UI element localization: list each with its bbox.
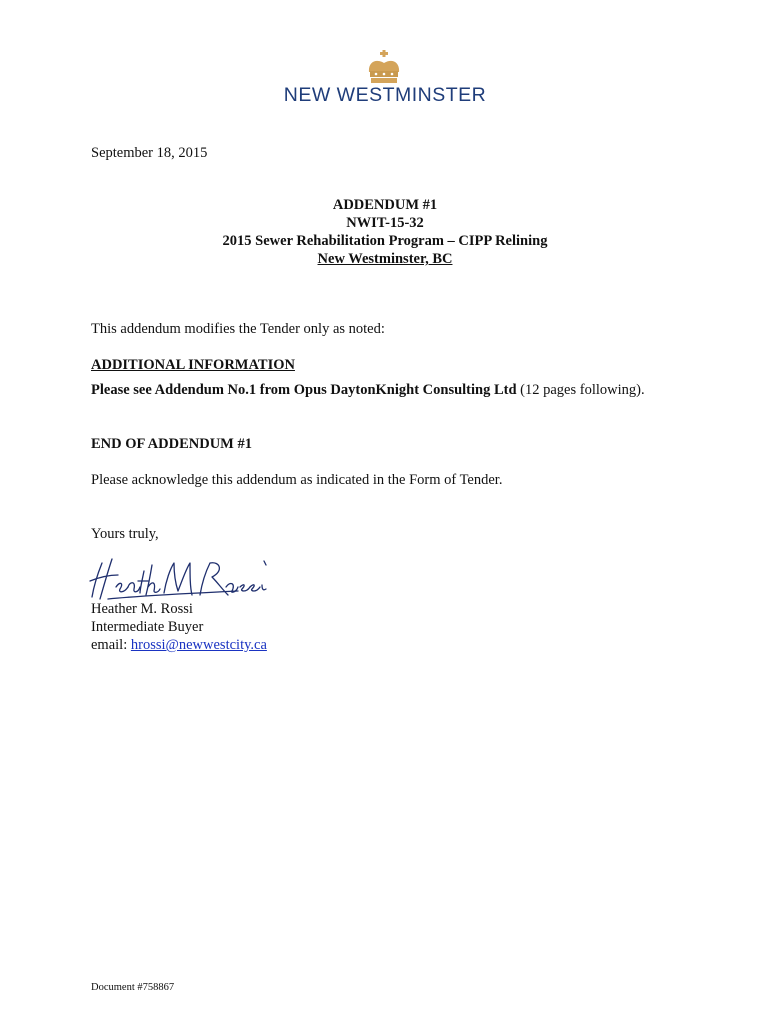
email-link[interactable]: hrossi@newwestcity.ca	[130, 637, 267, 653]
acknowledge-text: Please acknowledge this addendum as indicated in the Form of Tender.	[91, 472, 503, 488]
signer-email-line	[91, 636, 267, 654]
end-heading: END OF ADDENDUM #1	[91, 436, 252, 452]
crown-icon	[366, 50, 402, 84]
email-label: email:	[91, 637, 131, 653]
letter-date: September 18, 2015	[91, 145, 208, 161]
additional-info-normal: (12 pages following).	[516, 382, 645, 398]
logo-wordmark: NEW WESTMINSTER	[283, 84, 487, 106]
tender-number: NWIT-15-32	[346, 215, 424, 231]
closing-text: Yours truly,	[91, 526, 159, 542]
additional-info-bold: Please see Addendum No.1 from Opus DaytonKnight Consulting Ltd	[91, 382, 517, 398]
additional-info-text	[91, 381, 645, 399]
signer-name: Heather M. Rossi	[91, 601, 193, 617]
document-number: Document #758867	[91, 982, 175, 993]
project-location: New Westminster, BC	[317, 251, 453, 267]
signature-image	[88, 553, 273, 605]
signer-title: Intermediate Buyer	[91, 619, 204, 635]
intro-text: This addendum modifies the Tender only as noted:	[91, 321, 385, 337]
additional-info-heading: ADDITIONAL INFORMATION	[91, 357, 295, 373]
addendum-title: ADDENDUM #1	[332, 197, 438, 213]
project-title: 2015 Sewer Rehabilitation Program – CIPP Relining	[222, 233, 548, 249]
